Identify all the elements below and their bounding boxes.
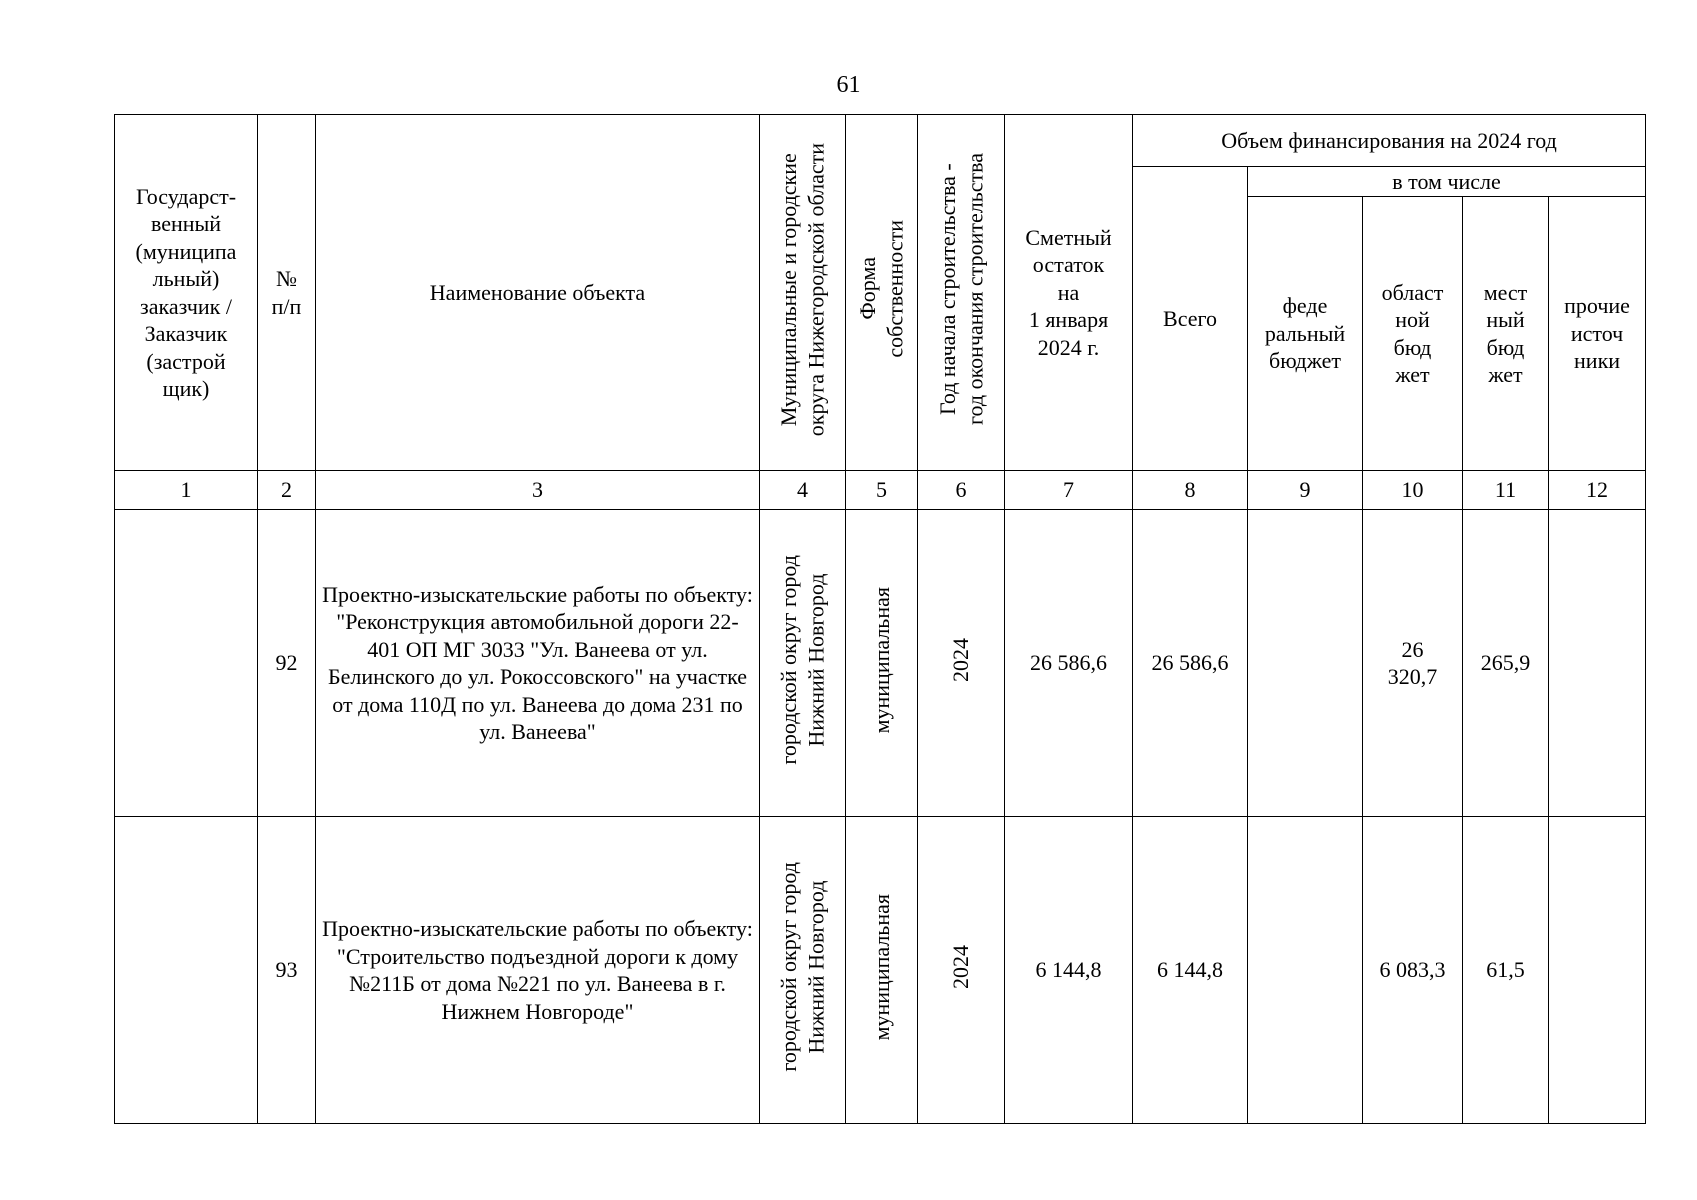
header-financing: Объем финансирования на 2024 год bbox=[1133, 115, 1646, 167]
table-row bbox=[115, 510, 1646, 817]
cell-total: 6 144,8 bbox=[1133, 817, 1248, 1124]
header-ownership: Форма собственности bbox=[846, 115, 918, 471]
cell-other bbox=[1549, 817, 1646, 1124]
header-district: Муниципальные и городские округа Нижегородской области bbox=[760, 115, 846, 471]
header-regional: област ной бюд жет bbox=[1363, 197, 1463, 471]
header-customer: Государст- венный (муниципа льный) заказчик / Заказчик (застрой щик) bbox=[115, 115, 258, 471]
cell-remainder: 6 144,8 bbox=[1005, 817, 1133, 1124]
cell-years: 2024 bbox=[918, 510, 1005, 817]
header-years: Год начала строительства - год окончания строительства bbox=[918, 115, 1005, 471]
table-row bbox=[115, 817, 1646, 1124]
cell-local: 61,5 bbox=[1463, 817, 1549, 1124]
column-number: 1 bbox=[115, 471, 258, 510]
cell-years: 2024 bbox=[918, 817, 1005, 1124]
column-number: 9 bbox=[1248, 471, 1363, 510]
header-total: Всего bbox=[1133, 167, 1248, 471]
cell-federal bbox=[1248, 510, 1363, 817]
header-remainder: Сметный остаток на 1 января 2024 г. bbox=[1005, 115, 1133, 471]
cell-regional: 6 083,3 bbox=[1363, 817, 1463, 1124]
header-row-1 bbox=[115, 115, 1646, 167]
cell-local: 265,9 bbox=[1463, 510, 1549, 817]
cell-name: Проектно-изыскательские работы по объекту: "Строительство подъездной дороги к дому №211Б от дома №221 по ул. Ванеева в г. Нижнем Новгороде" bbox=[316, 817, 760, 1124]
header-other: прочие источ ники bbox=[1549, 197, 1646, 471]
cell-customer bbox=[115, 817, 258, 1124]
cell-num: 92 bbox=[258, 510, 316, 817]
cell-federal bbox=[1248, 817, 1363, 1124]
column-number: 5 bbox=[846, 471, 918, 510]
column-number: 7 bbox=[1005, 471, 1133, 510]
page-number: 61 bbox=[836, 72, 861, 98]
objects-table bbox=[114, 114, 1646, 1124]
column-numbers-row bbox=[115, 471, 1646, 510]
header-including: в том числе bbox=[1248, 167, 1646, 197]
cell-num: 93 bbox=[258, 817, 316, 1124]
header-federal: феде ральный бюджет bbox=[1248, 197, 1363, 471]
column-number: 11 bbox=[1463, 471, 1549, 510]
column-number: 10 bbox=[1363, 471, 1463, 510]
cell-total: 26 586,6 bbox=[1133, 510, 1248, 817]
cell-regional: 26 320,7 bbox=[1363, 510, 1463, 817]
column-number: 8 bbox=[1133, 471, 1248, 510]
column-number: 6 bbox=[918, 471, 1005, 510]
column-number: 3 bbox=[316, 471, 760, 510]
cell-other bbox=[1549, 510, 1646, 817]
cell-ownership: муниципальная bbox=[846, 817, 918, 1124]
header-num: № п/п bbox=[258, 115, 316, 471]
cell-district: городской округ город Нижний Новгород bbox=[760, 817, 846, 1124]
cell-name: Проектно-изыскательские работы по объекту: "Реконструкция автомобильной дороги 22-401 ОП МГ 3033 "Ул. Ванеева от ул. Белинского до ул. Рокоссовского" на участке от дома 110Д по ул. Ванеева до дома 231 по ул. Ванеева" bbox=[316, 510, 760, 817]
column-number: 2 bbox=[258, 471, 316, 510]
cell-customer bbox=[115, 510, 258, 817]
header-local: мест ный бюд жет bbox=[1463, 197, 1549, 471]
cell-district: городской округ город Нижний Новгород bbox=[760, 510, 846, 817]
header-name: Наименование объекта bbox=[316, 115, 760, 471]
column-number: 4 bbox=[760, 471, 846, 510]
column-number: 12 bbox=[1549, 471, 1646, 510]
cell-ownership: муниципальная bbox=[846, 510, 918, 817]
cell-remainder: 26 586,6 bbox=[1005, 510, 1133, 817]
